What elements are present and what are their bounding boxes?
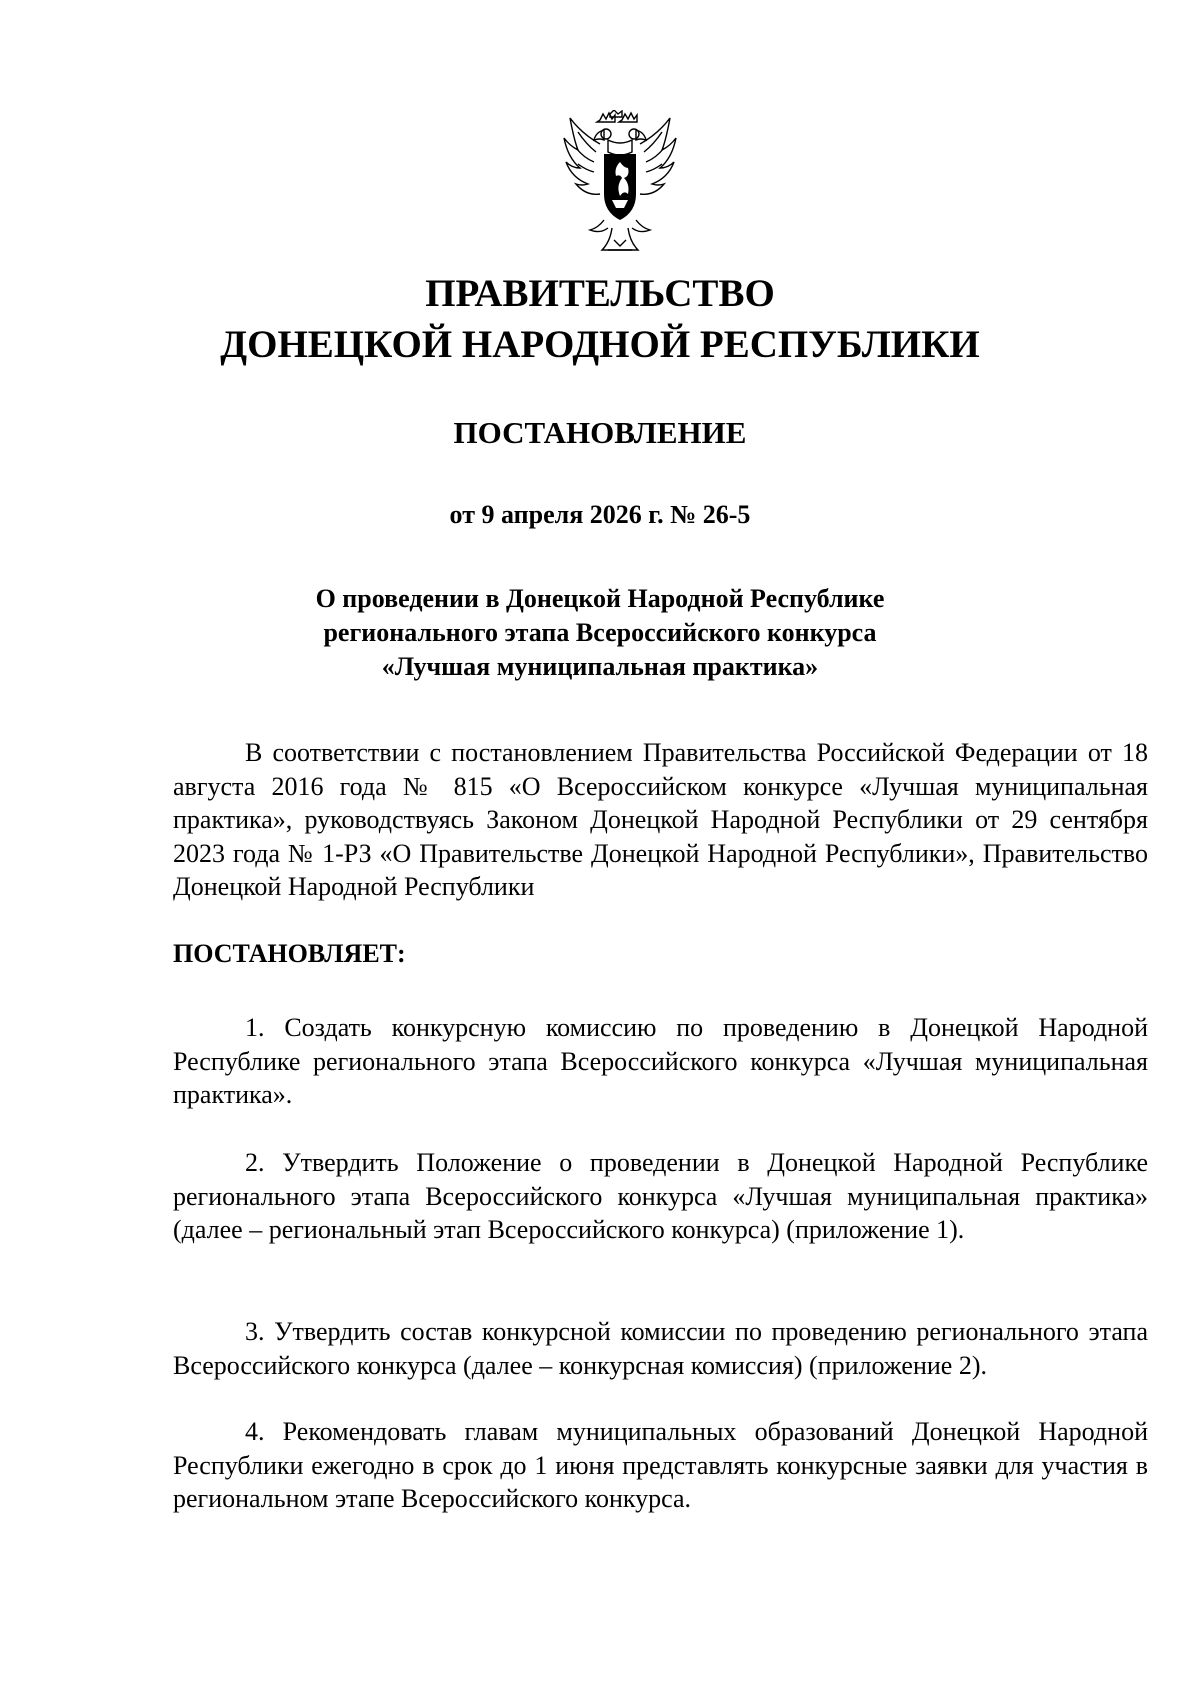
preamble-text: В соответствии с постановлением Правительства Российской Федерации от 18 августа 2016 года № 815 «О Всероссийском конкурсе «Лучшая муниципальная практика», руководствуясь Законом Донецкой Народной Республики от 29 сентября 2023 года № 1-РЗ «О Правительстве Донецкой Народной Республики», Правительство Донецкой Народной Республики — [173, 738, 1148, 901]
coat-of-arms-icon — [560, 110, 680, 260]
document-subject — [0, 582, 1200, 684]
decree-item-3-text: 3. Утвердить состав конкурсной комиссии по проведению регионального этапа Всероссийского конкурса (далее – конкурсная комиссия) (приложение 2). — [173, 1317, 1148, 1380]
government-title-line2: ДОНЕЦКОЙ НАРОДНОЙ РЕСПУБЛИКИ — [220, 323, 980, 366]
decree-item-2-text: 2. Утвердить Положение о проведении в Донецкой Народной Республике регионального этапа Всероссийского конкурса «Лучшая муниципальная практика» (далее – региональный этап Всероссийского конкурса) (приложение 1). — [173, 1148, 1148, 1244]
decree-word: ПОСТАНОВЛЯЕТ: — [173, 939, 406, 968]
subject-line1: О проведении в Донецкой Народной Республике — [315, 584, 885, 613]
subject-line2: регионального этапа Всероссийского конкурса — [323, 618, 877, 647]
subject-line3: «Лучшая муниципальная практика» — [381, 652, 819, 681]
decree-item-2 — [173, 1146, 1148, 1247]
government-title-line1: ПРАВИТЕЛЬСТВО — [425, 272, 775, 315]
decree-item-3 — [173, 1315, 1148, 1382]
preamble-paragraph — [173, 736, 1148, 904]
government-title — [0, 268, 1200, 370]
decree-item-1 — [173, 1011, 1148, 1112]
decree-item-4 — [173, 1415, 1148, 1516]
document-type: ПОСТАНОВЛЕНИЕ — [453, 415, 747, 450]
document-date-number: от 9 апреля 2026 г. № 26-5 — [449, 500, 751, 529]
decree-item-4-text: 4. Рекомендовать главам муниципальных образований Донецкой Народной Республики ежегодно в срок до 1 июня представлять конкурсные заявки для участия в региональном этапе Всероссийского конкурса. — [173, 1417, 1148, 1513]
decree-item-1-text: 1. Создать конкурсную комиссию по проведению в Донецкой Народной Республике регионального этапа Всероссийского конкурса «Лучшая муниципальная практика». — [173, 1013, 1148, 1109]
